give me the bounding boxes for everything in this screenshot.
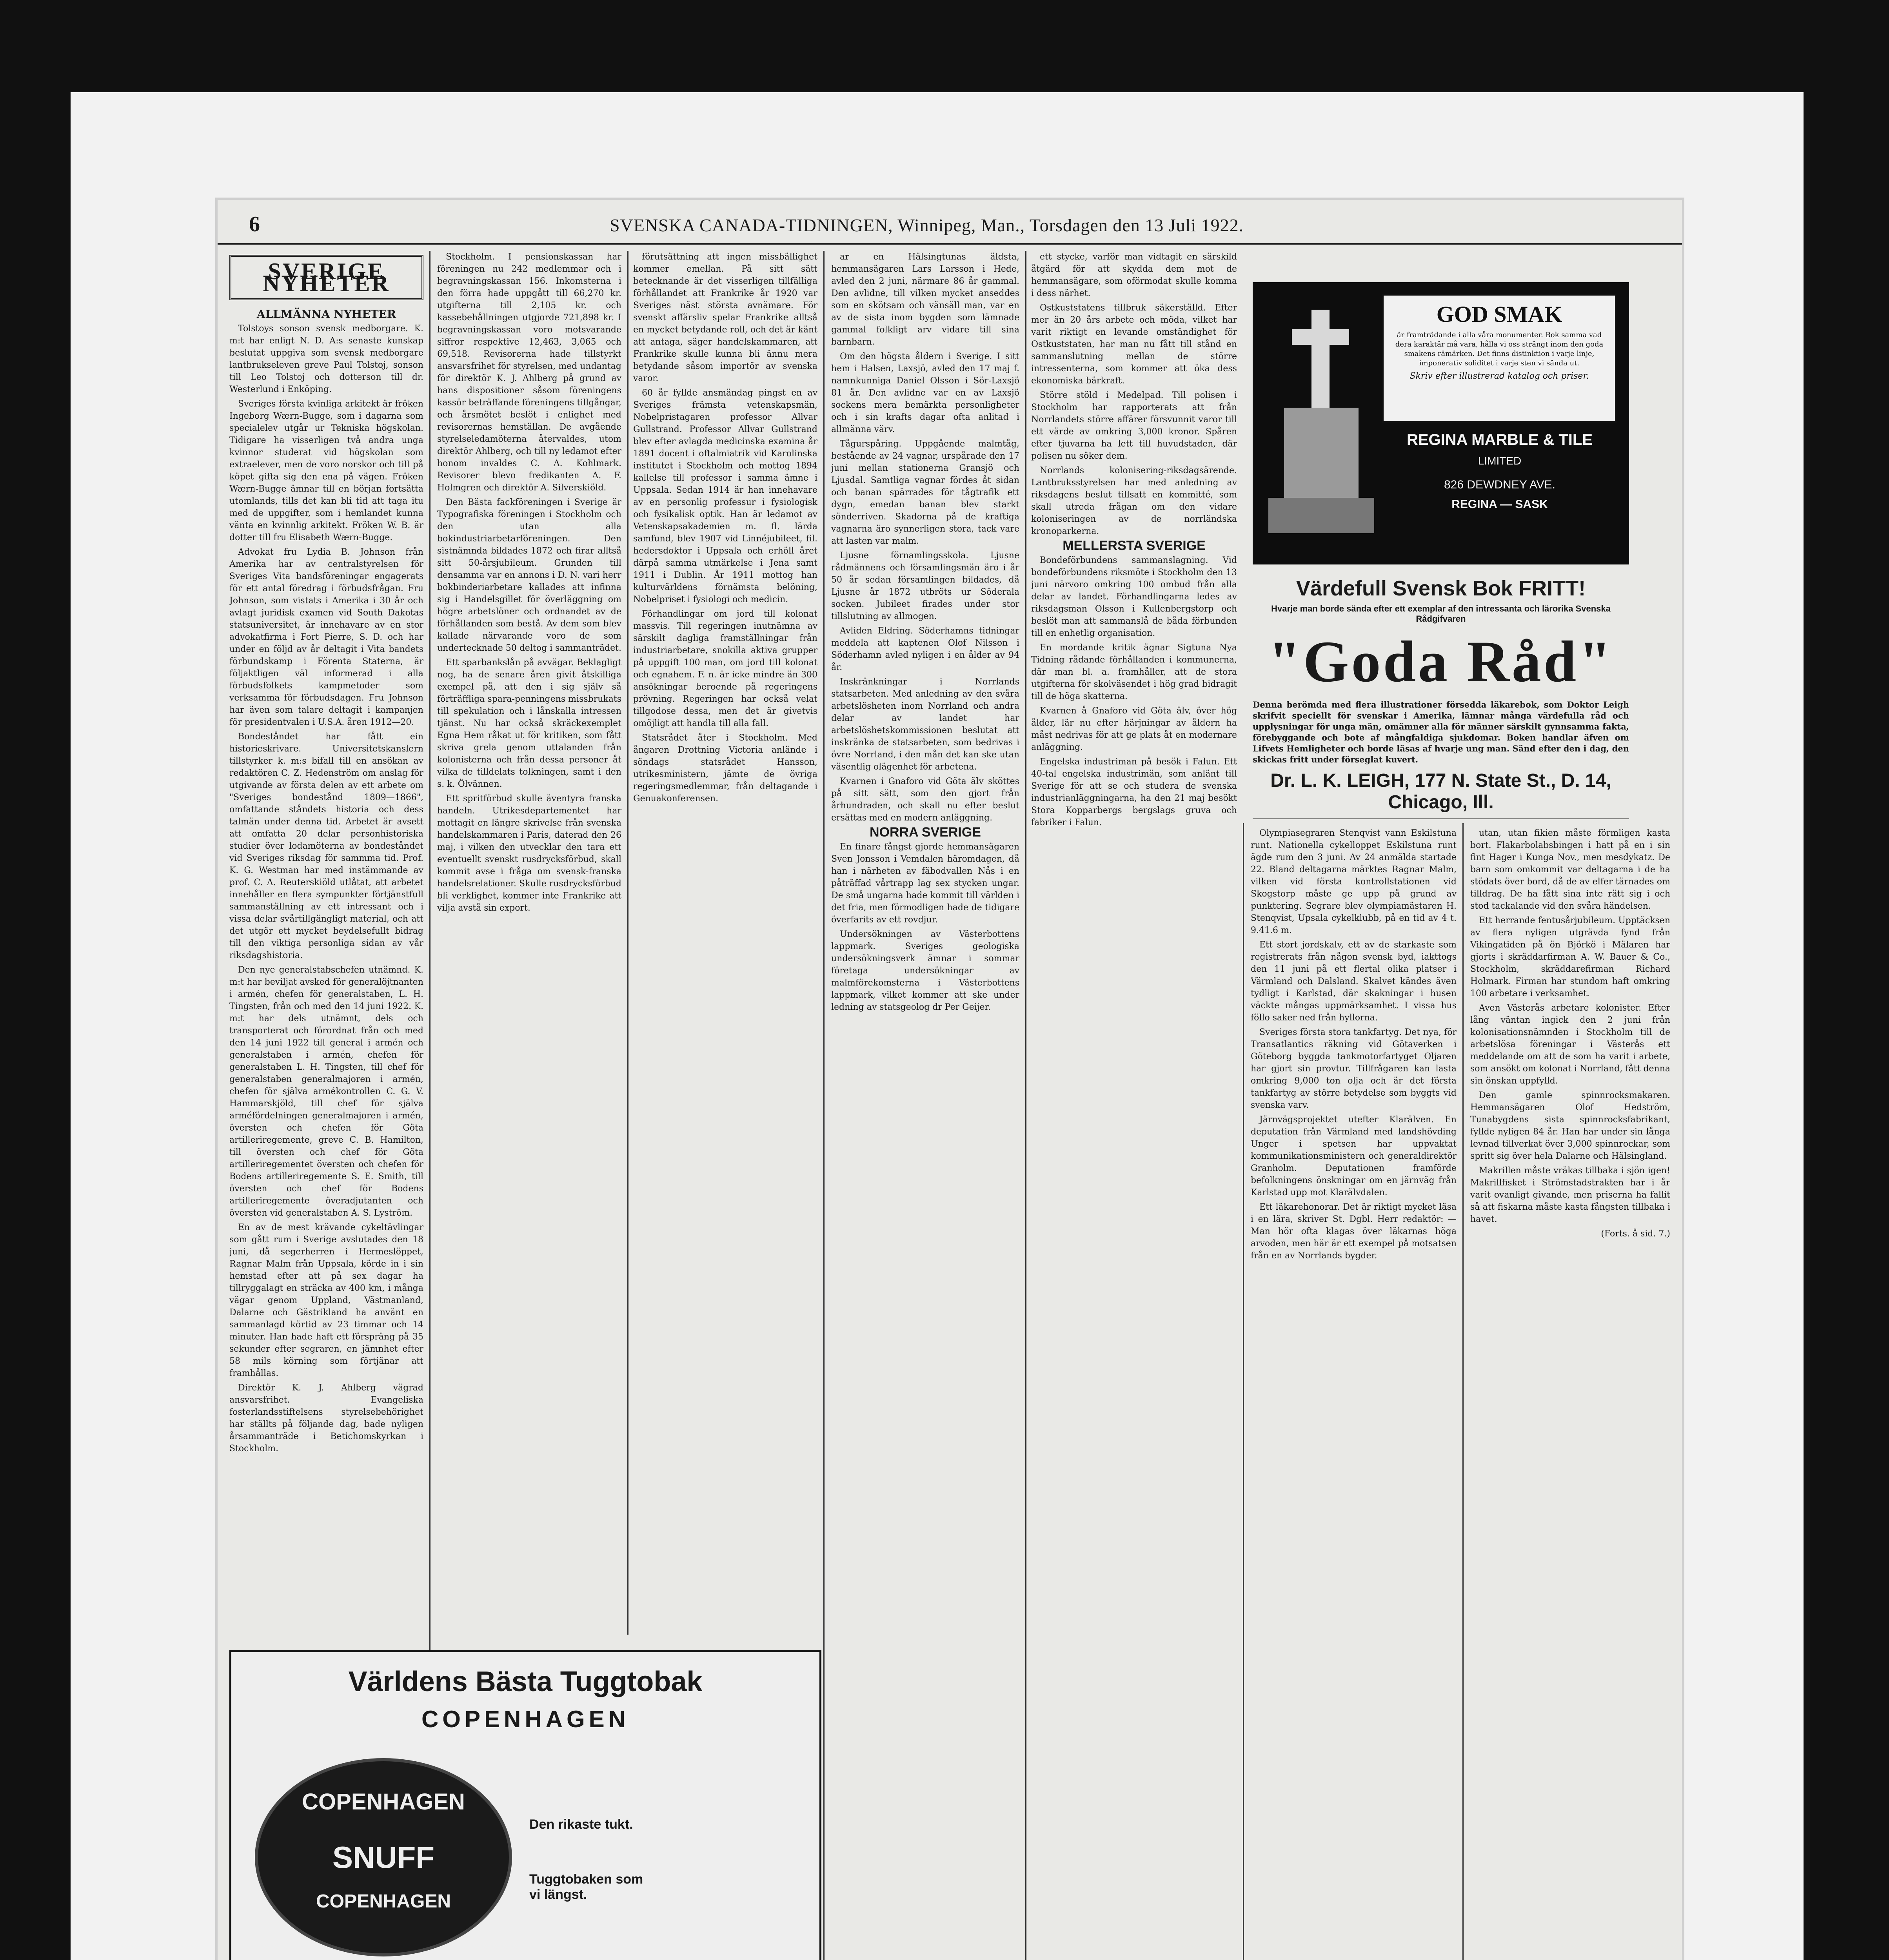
book-title: "Goda Råd": [1268, 629, 1614, 694]
article: Den Bästa fackföreningen i Sverige är Typografiska föreningen i Stockholm och den utan alla bokindustriarbetarföreningen. Den sistnämnda bildades 1872 och firar alltså sitt 50-årsjubileum. Grunden till densamma var en annons i D. N. vari herr bokbinderiarbetare kallades att infinna sig i Handelsgillet för överläggning om högre arbetslöner och ordnandet av de förhållanden som bestå. Av dem som blev kallade närvarande voro de som undertecknade 50 deltog i sammanträdet.: [437, 497, 621, 653]
tin-label-top: COPENHAGEN: [302, 1789, 465, 1815]
article: Avliden Eldring. Söderhamns tidningar meddela att kaptenen Olof Nilsson i Söderhamn avled nyligen i en ålder av 94 år.: [831, 626, 1019, 672]
cross-monument-image: [1311, 310, 1330, 408]
column-5: [1031, 251, 1237, 1960]
article: Statsrådet åter i Stockholm. Med ångaren Drottning Victoria anlände i söndags statsrådet Hansson, utrikesministern, jämte de övriga regeringsmedlemmar, från deltagande i Genuakonferensen.: [633, 733, 817, 804]
article: Aven Västerås arbetare kolonister. Efter lång väntan ingick den 2 juni från kolonisationsnämnden i Stockholm till de arbetslösa föreningar i Västerås ett meddelande om att de som ha varit i arbete, som ansökt om kolonat i Norrland, fått denna sin önskan uppfylld.: [1470, 1003, 1670, 1086]
ad-headline: Världens Bästa Tuggtobak: [348, 1666, 703, 1697]
column-4: [831, 251, 1019, 1960]
article: Bondeförbundens sammanslagning. Vid bondeförbundens riksmöte i Stockholm den 13 juni närvoro omkring 100 ombud från alla delar av landet. Förhandlingarna ledes av riksdagsman Olsson i Kullenbergstorp och beslöt man att sammanslå de båda förbunden till en enhetlig organisation.: [1031, 555, 1237, 638]
article: Ett sparbankslån på avvägar. Beklagligt nog, ha de senare åren givit åtskilliga exempel på, att den i sig själv så förträffliga spara-penningens missbrukats till spekulation och i lånskalla intressen tjänst. Nu har också skräckexemplet Egna Hem råkat ut för kritiken, som fått skriva grela genom uttalanden från kolonisterna och från dessa personer åt vilka de tilldelats tolkningen, samt i den s. k. Ölvännen.: [437, 658, 621, 789]
company-city: REGINA — SASK: [1451, 498, 1548, 511]
article: Stockholm. I pensionskassan har föreningen nu 242 medlemmar och i begravningskassan 156. Inkomsterna i den förra hade uppgått till 66,270 kr. utgifterna till 2,105 kr. och kassebehållningen utgjorde 721,898 kr. I begravningskassan voro motsvarande siffror respektive 12,463, 3,065 och 69,518. Revisorerna hade tillstyrkt ansvarsfrihet för styrelsen, med undantag för direktör K. J. Ahlberg på grund av hans dispositioner såsom föreningens kassör beträffande föreningens tillgångar, och årsmötet beslöt i enlighet med revisorernas hemställan. De avgående styrelseledamöterna återvaldes, utom direktör Ahlberg, och till ny ledamot efter honom invaldes C. A. Kohlmark. Revisorer blevo fredikanten A. F. Holmgren och direktör A. Silverskiöld.: [437, 252, 621, 493]
article: Inskränkningar i Norrlands statsarbeten. Med anledning av den svåra arbetslösheten inom Norrland och andra delar av landet har arbetslöshetskommissionen beslutat att inskränka de statsarbeten, som bedrivas i övre Norrland, i den mån det kan ske utan väsentlig olägenhet för arbetena.: [831, 677, 1019, 772]
article: 60 år fyllde ansmändag pingst en av Sveriges främsta vetenskapsmän, Nobelpristagaren professor Allvar Gullstrand. Professor Allvar Gullstrand blev efter avlagda medicinska examina år 1891 docent i oftalmiatrik vid Karolinska institutet i Stockholm och mottog 1894 kallelse till professor i samma ämne i Uppsala. Sedan 1914 är han innehavare av en personlig professur i fysiologisk och fysikalisk optik. Han är ledamot av Vetenskapsakademien m. fl. lärda samfund, blev 1907 vid Linnéjubileet, fil. hedersdoktor i Uppsala och erhöll året därpå samma utmärkelse i Jena samt 1911 i Dublin. År 1911 mottog han kulturvärldens förnämsta belöning, Nobelpriset i fysiologi och medicin.: [633, 388, 817, 604]
article: ar en Hälsingtunas äldsta, hemmansägaren Lars Larsson i Hede, avled den 2 juni, närmare 86 år gammal. Den avlidne, till vilken mycket anseddes som en skötsam och vänsäll man, var en av de sista inom bygden som lämnade gammal folkligt arv vidare till sina barnbarn.: [831, 252, 1019, 347]
snuff-tin-image: [255, 1758, 512, 1956]
article: Sveriges första kvinliga arkitekt är fröken Ingeborg Wærn-Bugge, som i dagarna som specialelev utgår ur Tekniska högskolan. Tidigare ha visserligen två andra unga kvinnor studerat vid högskolan som extraelever, men de voro norskor och till på köpet gifta sig den ena på vägen. Fröken Wærn-Bugge ämnar till en början fortsätta utomlands, tills det kan bli tid att taga itu med de uppgifter, som i hemlandet kunna vänta en kvinnlig arkitekt. Fröken W. B. är dotter till fru Elisabeth Wærn-Bugge.: [229, 399, 423, 543]
section-heading: NORRA SVERIGE: [869, 825, 981, 840]
column-6: [1251, 827, 1457, 1960]
article: Tolstoys sonson svensk medborgare. K. m:t har enligt N. D. A:s senaste kunskap beslutat uppgiva som svensk medborgare lantbrukseleven greve Paul Tolstoj, sonson till Leo Tolstoj och dotterson till dr. Westerlund i Enköping.: [229, 324, 423, 394]
continued-note: (Forts. å sid. 7.): [1601, 1229, 1670, 1239]
article: utan, utan fikien måste förmligen kasta bort. Flakarbolabsbingen i hatt på en i sin fint Hager i Kunga Nov., men mesdykatz. De barn som omkommit var deltagarna i de ha stödats över bord, då de av elfer tärnades om tilldrag. De ha fått sina inte rätt sig i och stod tackalande vid den svåra händelsen.: [1470, 828, 1670, 911]
column-rule: [627, 251, 628, 1635]
article: Ostkuststatens tillbruk säkerställd. Efter mer än 20 års arbete och möda, vilket har varit riktigt en levande omständighet för Ostkuststaten, har man nu fått till stånd en sammanslutning mellan de större intressenterna, som kommer att öka dess ekonomiska bärkraft.: [1031, 303, 1237, 386]
section-heading: ALLMÄNNA NYHETER: [256, 308, 396, 321]
article: Kvarnen å Gnaforo vid Göta älv, över hög ålder, lär nu efter härjningar av åldern ha måst nedrivas för att ge plats åt en modernare anläggning.: [1031, 706, 1237, 752]
article: En mordande kritik ägnar Sigtuna Nya Tidning rådande förhållanden i kommunerna, där man bl. a. framhåller, att de stora utgifterna för skolväsendet i hög grad bidragit till de höga skatterna.: [1031, 643, 1237, 701]
ad-headline: Värdefull Svensk Bok FRITT!: [1296, 577, 1586, 600]
column-7: [1470, 827, 1670, 1960]
article: Järnvägsprojektet utefter Klarälven. En deputation från Värmland med landshövding Unger i spetsen har uppvaktat kommunikationsministern och generaldirektör Granholm. Deputationen framförde befolkningens önskningar om en järnväg från Karlstad upp mot Klarälvdalen.: [1251, 1115, 1457, 1198]
monument-base: [1284, 408, 1359, 498]
column-3: [633, 251, 817, 1639]
article: Om den högsta åldern i Sverige. I sitt hem i Halsen, Laxsjö, avled den 17 maj f. namnkunniga Daniel Olsson i Sör-Laxsjö 81 år. Den avlidne var en av Laxsjö sockens mera bemärkta personligheter och i sin krafts dagar ofta anlitad i allmänna värv.: [831, 352, 1019, 434]
newspaper-page: [218, 200, 1682, 1960]
article: Ett spritförbud skulle äventyra franska handeln. Utrikesdepartementet har mottagit en längre skrivelse från svenska handelskammaren i Paris, daterad den 26 maj, i vilken den utvecklar den tara ett eventuellt svenskt rusdrycksförbud, skall kommit avse i fråga om svensk-franska handelsrelationer. Skulle rusdrycksförbud bli verklighet, kommer inte Frankrike att vilja avstå sin export.: [437, 794, 621, 913]
cross-arm: [1292, 329, 1349, 345]
copenhagen-tobacco-ad: [229, 1650, 821, 1960]
article: En av de mest krävande cykeltävlingar som gått rum i Sverige avslutades den 18 juni, då segerherren i Hermeslöppet, Ragnar Malm från Uppsala, körde in i sin hemstad efter att på sex dagar ha tillryggalagt en sträcka av 400 km, i många vägar genom Uppland, Västmanland, Dalarne och Gästrikland ha använt en sammanlagd körtid av 23 timmar och 14 minuter. Han hade haft ett förspräng på 35 sekunder efter segraren, en jämnhet efter 58 mils körning som förtjänar att framhållas.: [229, 1223, 423, 1378]
column-2: [437, 251, 621, 1639]
article: Den gamle spinnrocksmakaren. Hemmansägaren Olof Hedström, Tunabygdens sista spinnrocksfabrikant, fyllde nyligen 84 år. Han har under sin långa levnad tillverkat över 3,000 spinnrockar, som spritt sig över hela Dalarne och Hälsingland.: [1470, 1091, 1670, 1161]
column-rule: [1025, 251, 1026, 1960]
ad-cta: Skriv efter illustrerad katalog och priser.: [1409, 371, 1589, 381]
article: Norrlands kolonisering-riksdagsärende. Lantbruksstyrelsen har med anledning av riksdagens beslut tillsatt en kommitté, som skall utreda frågan om den vidare koloniseringen av de norrländska kronoparkerna.: [1031, 466, 1237, 536]
goda-rad-book-ad: [1253, 576, 1629, 819]
god-smak-box: [1382, 294, 1617, 423]
ad-body: Denna berömda med flera illustrationer försedda läkarebok, som Doktor Leigh skrifvit speciellt för svenskar i Amerika, lämnar många värdefulla råd och upplysningar för unga män, omämner alla för männer särskilt gynnsamma fakta, förebyggande och bote af mångfaldiga sjukdomar. Boken handlar äfven om Lifvets Hemligheter och borde läsas af hvarje ung man. Sänd efter den i dag, den skickas fritt under förseglat kuvert.: [1253, 700, 1629, 764]
article: Ljusne förnamlingsskola. Ljusne rådmännens och församlingsmän äro i år 50 år sedan församlingen bildades, då Ljusne år 1872 utbröts ur Söderala socken. Jubileet firades under stor tillslutning av allmogen.: [831, 551, 1019, 621]
article: Ett stort jordskalv, ett av de starkaste som registrerats från någon svensk byd, iakttogs den 11 juni på ett flertal olika platser i Värmland och Dalsland. Skalvet kändes även tydligt i Karlstad, där skakningar i husen väckte mångas uppmärksamhet. I vissa hus föllo saker ned från hyllorna.: [1251, 940, 1457, 1023]
company-name: REGINA MARBLE & TILE: [1406, 431, 1593, 448]
article: Sveriges första stora tankfartyg. Det nya, för Transatlantics räkning vid Götaverken i Göteborg byggda tankmotorfartyget Oljaren har gjort sin provtur. Tillfrågaren kan lasta omkring 9,000 ton olja och är det första tankfartyg av större betydelse som byggts vid svenska varv.: [1251, 1027, 1457, 1110]
article: Makrillen måste vräkas tillbaka i sjön igen! Makrillfisket i Strömstadstrakten har i år varit ovanligt givande, men priserna ha fallit så att fiskarna måste kasta fångsten tillbaka i havet.: [1470, 1166, 1670, 1224]
ad-slogan: Den rikaste tukt.: [529, 1817, 633, 1832]
article: Engelska industriman på besök i Falun. Ett 40-tal engelska industrimän, som anlänt till Sverige för att se och studera de svenska industrianläggningarna, ha den 21 maj besökt Stora Kopparbergs bergslags gruva och fabriker i Falun.: [1031, 757, 1237, 828]
article: En finare fångst gjorde hemmansägaren Sven Jonsson i Vemdalen häromdagen, då han i närheten av fäbodvallen Nås i en påträffad vårtrapp lag sex stycken ungar. De små ungarna hade kommit till världen i det fria, men förmodligen hade de tidigare överfarits av ett rovdjur.: [831, 842, 1019, 925]
article: Ett herrande fentusårjubileum. Upptäcksen av flera nyligen utgrävda fynd från Vikingatiden på ön Björkö i Mälaren har gjorts i skräddarfirman A. W. Bauer & Co., Stockholm, skräddarefirman Richard Holmark. Firman har stundom haft omkring 100 arbetare i verksamhet.: [1470, 916, 1670, 998]
page-number: 6: [249, 212, 260, 236]
column-1: [229, 251, 423, 1646]
column-rule: [1462, 823, 1464, 1960]
article: Direktör K. J. Ahlberg vägrad ansvarsfrihet. Evangeliska fosterlandsstiftelsens styrelsebehörighet har ställts på följande dag, bade nyligen årsammanträde i Betichomskyrkan i Stockholm.: [229, 1383, 423, 1454]
article: Större stöld i Medelpad. Till polisen i Stockholm har rapporterats att från Norrlandets större affärer försvunnit varor till ett värde av omkring 3,000 kronor. Spåren efter tjuvarna ha lett till huvudstaden, där polisen nu söker dem.: [1031, 390, 1237, 461]
article: ett stycke, varför man vidtagit en särskild åtgärd för att skydda dem mot de hemmansägare, som oförmodat skulle komma i dess närhet.: [1031, 252, 1237, 298]
article: Olympiasegraren Stenqvist vann Eskilstuna runt. Nationella cykelloppet Eskilstuna runt ägde rum den 3 juni. Av 24 anmälda startade 22. Bland deltagarna märktes Ragnar Malm, vilken vid första kontrollstationen vid Skogstorp måste ge upp på grund av punktering. Segrare blev olympiamästaren H. Stenqvist, Upsala cykelklubb, på en tid av 4 t. 9.41.6 m.: [1251, 828, 1457, 935]
tin-label-bottom: COPENHAGEN: [316, 1891, 451, 1912]
article: Bondeståndet har fått ein historieskrivare. Universitetskanslern tillstyrker k. m:s bifall till en ansökan av redaktören C. Z. Hedenström om anslag för utgivande av första delen av ett arbete om "Sveriges bondestånd 1809—1866", omfattande ståndets historia och dess talmän under denna tid. Arbetet är avsett att omfatta 20 delar personhistoriska studier över lodamöterna av bondeståndet vid Sveriges riksdag för sammma tid. Prof. K. G. Westman har med instämmande av prof. C. A. Reuterskiöld utlåtat, att arbetet innehåller en flera sympunkter förtjänstfull sammanställning av ett intressant och i vissa delar svårtillgängligt material, och att det utgör ett mycket beydelsefullt bidrag till den viktiga personliga sidan av vår riksdagshistoria.: [229, 732, 423, 960]
regina-marble-ad: [1253, 282, 1629, 564]
ad-address: Dr. L. K. LEIGH, 177 N. State St., D. 14, Chicago, Ill.: [1253, 770, 1629, 819]
article: Den nye generalstabschefen utnämnd. K. m:t har beviljat avsked för generalöjtnanten i armén, chefen för generalstaben, L. H. Tingsten, från och med den 14 juni 1922. K. m:t har dels utnämnt, dels och transporterat och förordnat från och med den 14 juni 1922 till general i armén och generalstaben i armén, chefen för generalstaben L. H. Tingsten, till chef för generalstaben generalmajoren i armén, chefen för själva armékontrollen C. G. V. Hammarskjöld, till chef för själva arméfördelningen generalmajoren i armén, översten och chefen för Göta artilleriregemente, greve C. B. Hamilton, till översten och chef för Göta artilleriregementet översten och chefen för Bodens artilleriregemente S. E. Smith, till översten och chef för Bodens artilleriregemente överadjutanten och översten vid generalstaben A. S. Lyström.: [229, 965, 423, 1218]
company-address: 826 DEWDNEY AVE.: [1444, 478, 1555, 491]
ad-title: GOD SMAK: [1436, 301, 1562, 327]
company-sub: LIMITED: [1478, 455, 1522, 467]
column-rule: [1243, 823, 1244, 1960]
ad-sub: Hvarje man borde sända efter ett exemplar af den intressanta och lärorika Svenska Rådgifvaren: [1271, 604, 1611, 624]
section-banner: SVERIGE NYHETER: [229, 255, 423, 300]
article: förutsättning att ingen missbällighet kommer emellan. På sitt sätt betecknande är det visserligen tillfälliga förhållandet att Frankrike år 1920 var Sveriges näst största avnämare. För svenskt affärsliv spelar Frankrike alltså en mycket betydande roll, och det är känt att antaga, säger handelskammaren, att Frankrike skulle kunna bli ännu mera betydande såsom importör av svenska varor.: [633, 252, 817, 383]
section-heading: MELLERSTA SVERIGE: [1063, 538, 1206, 553]
tin-label-mid: SNUFF: [332, 1840, 434, 1875]
ad-brand: COPENHAGEN: [421, 1706, 630, 1732]
article: Undersökningen av Västerbottens lappmark. Sveriges geologiska undersökningsverk ämnar i sommar företaga undersökningar av malmförekomsterna i Västerbottens lappmark, vilket kommer att ske under ledning av statsgeolog dr Per Geijer.: [831, 929, 1019, 1012]
masthead: [218, 200, 1682, 245]
masthead-title: SVENSKA CANADA-TIDNINGEN, Winnipeg, Man., Torsdagen den 13 Juli 1922.: [610, 215, 1244, 235]
article: Förhandlingar om jord till kolonat massvis. Till regeringen inutnämna av särskilt dagliga framställningar från industriarbetare, snokilla aktiva grupper på uppgift 100 man, om jord till kolonat och egnahem. F. n. är icke mindre än 300 ansökningar beroende på regeringens prövning. Regeringen har också velat tillgodose dessa, men det är givetvis omöjligt att handla till alla fall.: [633, 609, 817, 728]
article: Kvarnen i Gnaforo vid Göta älv sköttes på sitt sätt, som den gjort från århundraden, och skall nu efter beslut ersättas med en modern anläggning.: [831, 777, 1019, 823]
column-rule: [823, 251, 825, 1960]
ad-body: är framträdande i alla våra monumenter. Bok samma vad dera karaktär må vara, hålla vi oss strängt inom den goda smakens rämärken. Det finns distinktion i varje linje, imponerativ soliditet i varje sten vi sända ut.: [1395, 331, 1604, 367]
article: Advokat fru Lydia B. Johnson från Amerika har av centralstyrelsen för Sveriges Vita bandsföreningar engagerats för ett antal föredrag i förbudsfrågan. Fru Johnson, som vistats i Amerika i 30 år och avlagt juridisk examen vid South Dakotas statsuniversitet, är innehavare av en stor advokatfirma i Fort Pierre, S. D. och har under en följd av år deltagit i Vita bandets förbundskamp i Förenta Staterna, är följaktligen väl informerad i alla förbudsfolkets kampmetoder som verksamma för förbudsdagen. Fru Johnson har även som talare deltagit i kampanjen för presidentvalen i U.S.A. åren 1912—20.: [229, 547, 423, 727]
monument-plinth: [1268, 498, 1374, 533]
article: Tågurspåring. Uppgående malmtåg, bestående av 24 vagnar, urspårade den 17 juni mellan stationerna Gransjö och Ljusdal. Samtliga vagnar fördes åt sidan och banan spärrades för tågtrafik ett dygn, emedan banan blev starkt sönderriven. Skadorna på de kraftiga vagnarna äro synnerligen stora, tack vare att lasten var malm.: [831, 439, 1019, 546]
ad-slogan: Tuggtobaken som vi längst.: [529, 1872, 643, 1902]
article: Ett läkarehonorar. Det är riktigt mycket läsa i en lära, skriver St. Dgbl. Herr redaktör: — Man hör ofta klagas över läkarnas höga arvoden, men här är ett exempel på motsatsen från en av Norrlands bygder.: [1251, 1202, 1457, 1261]
